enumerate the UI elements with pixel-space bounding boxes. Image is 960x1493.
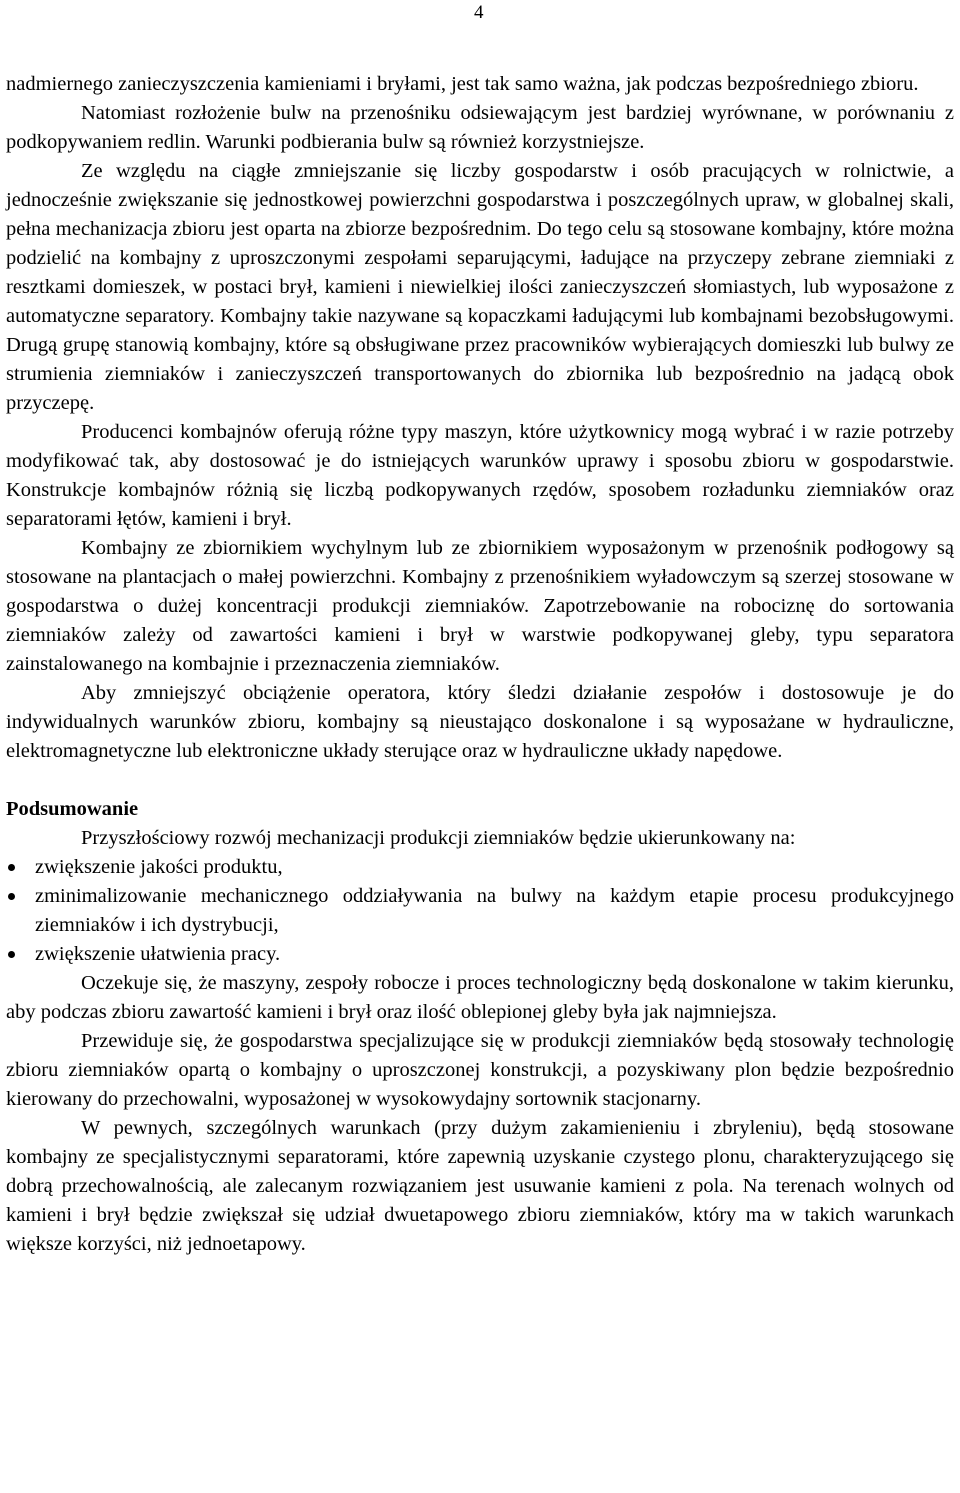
document-body bbox=[6, 70, 954, 1259]
paragraph: W pewnych, szczególnych warunkach (przy dużym zakamienieniu i zbryleniu), będą stosowane kombajny ze specjalistycznymi separatorami, które zapewnią uzyskanie czystego plonu, charakteryzującego się dobrą przechowalnością, ale zalecanym rozwiązaniem jest usuwanie kamieni z pola. Na terenach wolnych od kamieni i brył będzie zwiększał się udział dwuetapowego zbioru ziemniaków, który ma w takich warunkach większe korzyści, niż jednoetapowy. bbox=[6, 1117, 954, 1255]
paragraph: Oczekuje się, że maszyny, zespoły robocze i proces technologiczny będą doskonalone w takim kierunku, aby podczas zbioru zawartość kamieni i brył oraz ilość oblepionej gleby była jak najmniejsza. bbox=[6, 972, 954, 1023]
paragraph: Ze względu na ciągłe zmniejszanie się liczby gospodarstw i osób pracujących w rolnictwie, a jednocześnie zwiększanie się jednostkowej powierzchni gospodarstwa i poszczególnych upraw, w globalnej skali, pełna mechanizacja zbioru jest oparta na zbiorze bezpośrednim. Do tego celu są stosowane kombajny, które można podzielić na kombajny z uproszczonymi zespołami separującymi, ładujące na przyczepy zebrane ziemniaki z resztkami domieszek, w postaci brył, kamieni i niewielkiej ilości zanieczyszczeń słomiastych, lub wyposażone z automatyczne separatory. Kombajny takie nazywane są kopaczkami ładującymi lub kombajnami bezobsługowymi. Drugą grupę stanowią kombajny, które są obsługiwane przez pracowników wybierających domieszki lub bulwy ze strumienia ziemniaków i zanieczyszczeń transportowanych do zbiornika lub bezpośrednio na jadącą obok przyczepę. bbox=[6, 160, 954, 414]
paragraph: nadmiernego zanieczyszczenia kamieniami i bryłami, jest tak samo ważna, jak podczas bezpośredniego zbioru. bbox=[6, 73, 919, 95]
spacer bbox=[6, 766, 954, 795]
paragraph: Aby zmniejszyć obciążenie operatora, który śledzi działanie zespołów i dostosowuje je do indywidualnych warunków zbioru, kombajny są nieustająco doskonalone i są wyposażane w hydrauliczne, elektromagnetyczne lub elektroniczne układy sterujące oraz w hydrauliczne układy napędowe. bbox=[6, 682, 954, 762]
paragraph: Kombajny ze zbiornikiem wychylnym lub ze zbiornikiem wyposażonym w przenośnik podłogowy są stosowane na plantacjach o małej powierzchni. Kombajny z przenośnikiem wyładowczym są szerzej stosowane w gospodarstwa o dużej koncentracji produkcji ziemniaków. Zapotrzebowanie na robociznę do sortowania ziemniaków zależy od zawartości kamieni i brył w warstwie podkopywanej gleby, typu separatora zainstalowanego na kombajnie i przeznaczenia ziemniaków. bbox=[6, 537, 954, 675]
paragraph: Producenci kombajnów oferują różne typy maszyn, które użytkownicy mogą wybrać i w razie potrzeby modyfikować tak, aby dostosować je do istniejących warunków uprawy i sposobu zbioru w gospodarstwie. Konstrukcje kombajnów różnią się liczbą podkopywanych rzędów, sposobem rozładunku ziemniaków oraz separatorami łętów, kamieni i brył. bbox=[6, 421, 954, 530]
page-number: 4 bbox=[474, 2, 484, 23]
bullet-icon bbox=[8, 864, 15, 871]
list-item-text: zwiększenie ułatwienia pracy. bbox=[35, 943, 281, 965]
list-item-text: zminimalizowanie mechanicznego oddziaływania na bulwy na każdym etapie procesu produkcyjnego ziemniaków i ich dystrybucji, bbox=[35, 885, 954, 936]
list-item bbox=[6, 882, 954, 940]
paragraph: Natomiast rozłożenie bulw na przenośniku odsiewającym jest bardziej wyrównane, w porównaniu z podkopywaniem redlin. Warunki podbierania bulw są również korzystniejsze. bbox=[6, 102, 954, 153]
list-item-text: zwiększenie jakości produktu, bbox=[35, 856, 283, 878]
bullet-icon bbox=[8, 893, 15, 900]
list-item bbox=[6, 853, 954, 882]
summary-intro: Przyszłościowy rozwój mechanizacji produkcji ziemniaków będzie ukierunkowany na: bbox=[81, 827, 796, 849]
bullet-list bbox=[6, 853, 954, 969]
list-item bbox=[6, 940, 954, 969]
paragraph: Przewiduje się, że gospodarstwa specjalizujące się w produkcji ziemniaków będą stosowały technologię zbioru ziemniaków opartą o kombajny o uproszczonej konstrukcji, a pozyskiwany plon będzie bezpośrednio kierowany do przechowalni, wyposażonej w wysokowydajny sortownik stacjonarny. bbox=[6, 1030, 954, 1110]
bullet-icon bbox=[8, 951, 15, 958]
section-heading: Podsumowanie bbox=[6, 798, 139, 820]
